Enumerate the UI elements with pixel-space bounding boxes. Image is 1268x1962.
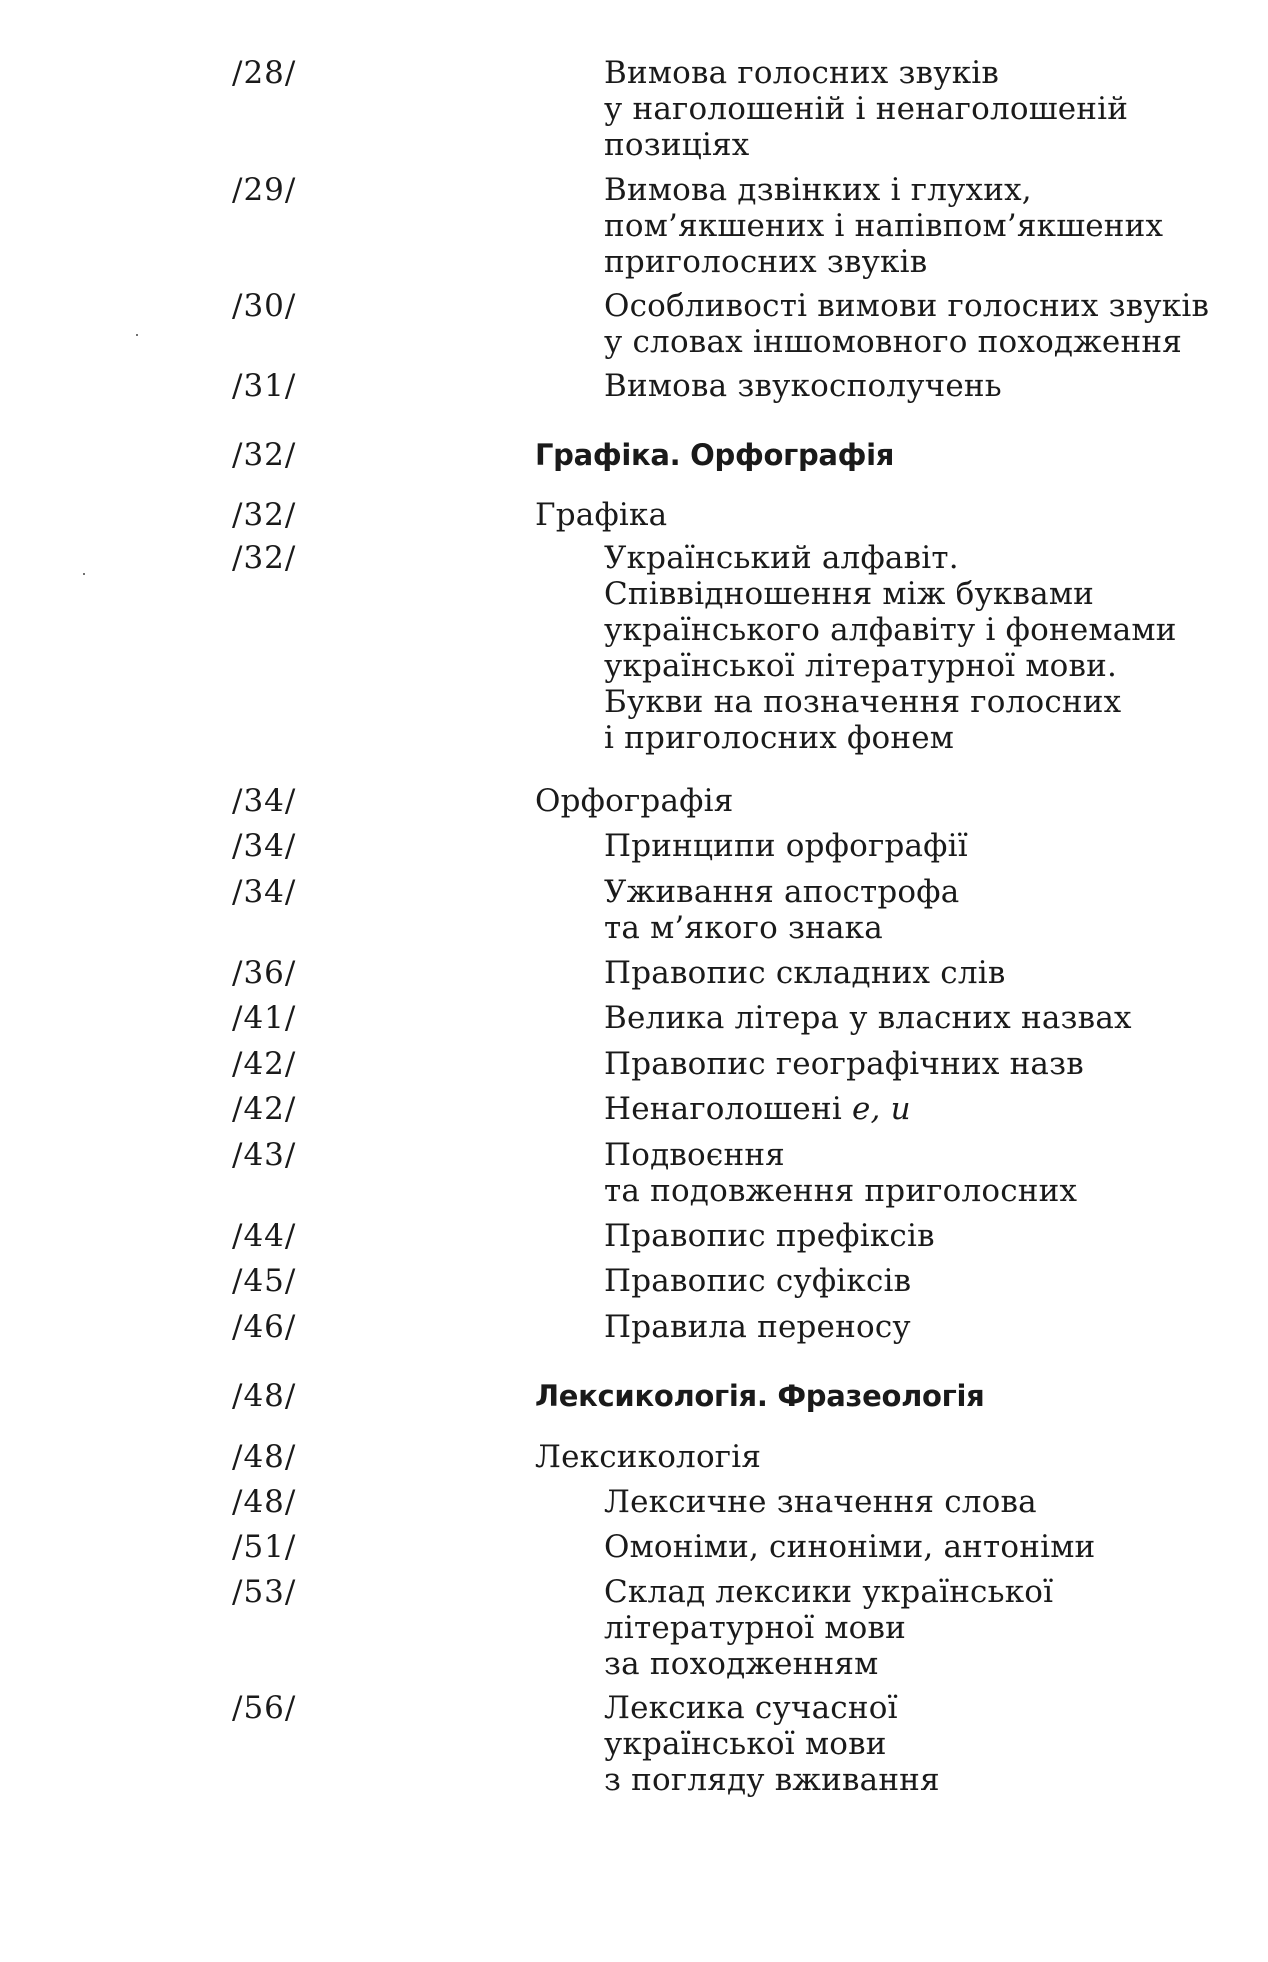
toc-entry-title: Вимова голосних звуків у наголошеній і ненаголошеній позиціях xyxy=(604,55,1129,163)
toc-entry-title: Правопис географічних назв xyxy=(604,1046,1084,1082)
toc-entry-title: Український алфавіт. Співвідношення між буквами українського алфавіту і фонемами української літературної мови. Букви на позначення голосних і приголосних фонем xyxy=(604,540,1177,756)
toc-page-number: /41/ xyxy=(232,1000,297,1036)
toc-entry-title: Вимова дзвінких і глухих, пом’якшених і напівпом’якшених приголосних звуків xyxy=(604,172,1164,280)
toc-page-number: /32/ xyxy=(232,497,297,533)
toc-page-number: /32/ xyxy=(232,540,297,576)
toc-page-number: /44/ xyxy=(232,1218,297,1254)
toc-page-number: /48/ xyxy=(232,1484,297,1520)
toc-page-number: /45/ xyxy=(232,1263,297,1299)
toc-entry-title: Правопис складних слів xyxy=(604,955,1006,991)
toc-page-number: /32/ xyxy=(232,437,297,473)
toc-heading-title: Лексикологія. Фразеологія xyxy=(535,1379,985,1413)
scan-speck xyxy=(83,573,85,575)
toc-heading-title: Графіка. Орфографія xyxy=(535,438,895,472)
toc-entry-title: Велика літера у власних назвах xyxy=(604,1000,1132,1036)
toc-entry-title: Омоніми, синоніми, антоніми xyxy=(604,1529,1096,1565)
toc-entry-title: Лексичне значення слова xyxy=(604,1484,1037,1520)
toc-page-number: /51/ xyxy=(232,1529,297,1565)
toc-page-number: /36/ xyxy=(232,955,297,991)
toc-subsection-title: Орфографія xyxy=(535,783,734,819)
toc-entry-title: Подвоєння та подовження приголосних xyxy=(604,1137,1078,1209)
toc-page-number: /30/ xyxy=(232,288,297,324)
toc-entry-title: Уживання апострофа та м’якого знака xyxy=(604,874,960,946)
toc-subsection-title: Графіка xyxy=(535,497,668,533)
toc-subsection-title: Лексикологія xyxy=(535,1439,762,1475)
toc-entry-title: Правопис префіксів xyxy=(604,1218,935,1254)
toc-page-number: /34/ xyxy=(232,874,297,910)
toc-page-number: /34/ xyxy=(232,783,297,819)
toc-page-number: /56/ xyxy=(232,1690,297,1726)
toc-page-number: /31/ xyxy=(232,368,297,404)
toc-entry-title: Правила переносу xyxy=(604,1309,911,1345)
toc-page-number: /43/ xyxy=(232,1137,297,1173)
toc-page-number: /46/ xyxy=(232,1309,297,1345)
toc-page-number: /48/ xyxy=(232,1378,297,1414)
toc-entry-title: Склад лексики української літературної мови за походженням xyxy=(604,1574,1054,1682)
toc-entry-title xyxy=(604,1091,911,1127)
toc-page-number: /48/ xyxy=(232,1439,297,1475)
toc-page-number: /53/ xyxy=(232,1574,297,1610)
toc-entry-title: Правопис суфіксів xyxy=(604,1263,912,1299)
toc-entry-title-text: Ненаголошені xyxy=(604,1091,852,1127)
toc-entry-title: Принципи орфографії xyxy=(604,828,968,864)
toc-entry-title: Вимова звукосполучень xyxy=(604,368,1002,404)
scan-speck xyxy=(136,334,138,336)
toc-page-number: /34/ xyxy=(232,828,297,864)
toc-entry-title: Особливості вимови голосних звуків у словах іншомовного походження xyxy=(604,288,1210,360)
toc-page-number: /28/ xyxy=(232,55,297,91)
toc-page-number: /29/ xyxy=(232,172,297,208)
toc-page-number: /42/ xyxy=(232,1046,297,1082)
toc-page-number: /42/ xyxy=(232,1091,297,1127)
toc-entry-title: Лексика сучасної української мови з погляду вживання xyxy=(604,1690,940,1798)
toc-entry-title-italic: е, и xyxy=(851,1091,911,1127)
